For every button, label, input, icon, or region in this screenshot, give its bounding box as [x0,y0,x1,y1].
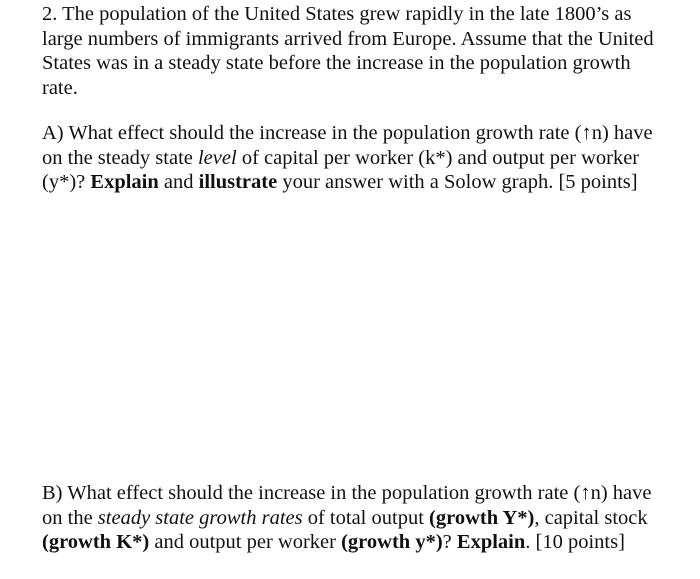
part-a-text: of capital per worker (k*) and output per worker (y*)? [42,146,640,193]
part-a-text: and [158,171,199,193]
part-b-bold-explain: Explain [456,531,526,553]
part-a-text: A) What effect should the increase in the population growth rate (↑n) have on the steady state [42,122,653,169]
part-b-text: B) What effect should the increase in the population growth rate (↑n) have on the [42,482,652,529]
question-intro: 2. The population of the United States grew rapidly in the late 1800’s as large numbers of immigrants arrived from Europe. Assume that the United States was in a steady state before the increase in the population growth rate. [42,3,654,99]
question-part-b [42,481,668,555]
part-b-bold-growth-Y: (growth Y*) [429,506,535,529]
part-a-bold-illustrate: illustrate [198,171,278,193]
part-a-text: your answer with a Solow graph. [5 points] [277,171,638,193]
part-b-text: ? [442,531,457,553]
part-b-bold-growth-K: (growth K*) [42,531,150,553]
part-b-emphasis: steady state growth rates [97,506,303,529]
part-a-bold-explain: Explain [90,171,159,193]
part-b-text: and output per worker [149,531,342,553]
part-b-text: , capital stock [534,506,648,529]
part-b-text: of total output [302,506,430,529]
part-a-emphasis-level: level [197,146,237,169]
part-b-bold-growth-y: (growth y*) [341,531,443,553]
question-part-a [42,121,668,195]
part-b-text: . [10 points] [525,531,625,553]
